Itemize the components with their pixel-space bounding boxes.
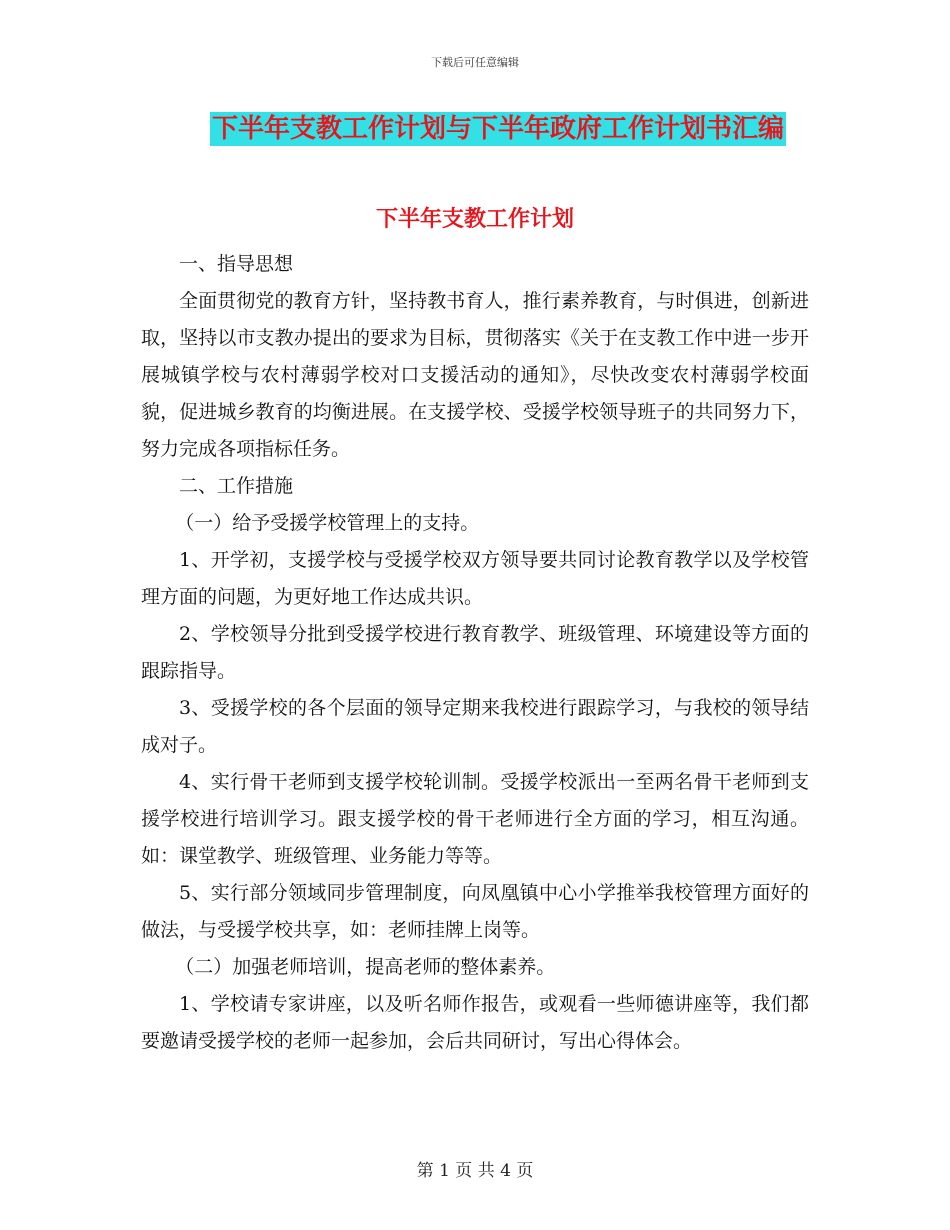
paragraph: 5、实行部分领域同步管理制度，向凤凰镇中心小学推举我校管理方面好的做法，与受援学校共享，如：老师挂牌上岗等。 — [141, 882, 809, 941]
section-title: 下半年支教工作计划 — [375, 207, 574, 232]
paragraph: 3、受援学校的各个层面的领导定期来我校进行跟踪学习，与我校的领导结成对子。 — [141, 697, 809, 756]
paragraph-subheading: （一）给予受援学校管理上的支持。 — [175, 512, 480, 534]
paragraph: 4、实行骨干老师到支援学校轮训制。受援学校派出一至两名骨干老师到支援学校进行培训学习。跟支援学校的骨干老师进行全方面的学习，相互沟通。如：课堂教学、班级管理、业务能力等等。 — [141, 771, 809, 867]
paragraph-heading-guiding-thought: 一、指导思想 — [179, 253, 294, 275]
document-title: 下半年支教工作计划与下半年政府工作计划书汇编 — [211, 114, 784, 144]
paragraph: 1、学校请专家讲座，以及听名师作报告，或观看一些师德讲座等，我们都要邀请受援学校的老师一起参加，会后共同研讨，写出心得体会。 — [141, 993, 809, 1052]
paragraph-subheading: （二）加强老师培训，提高老师的整体素养。 — [175, 956, 556, 978]
paragraph: 1、开学初，支援学校与受援学校双方领导要共同讨论教育教学以及学校管理方面的问题，为更好地工作达成共识。 — [141, 549, 809, 608]
document-body — [141, 246, 809, 1060]
page-header-note: 下载后可任意编辑 — [431, 56, 519, 69]
paragraph: 2、学校领导分批到受援学校进行教育教学、班级管理、环境建设等方面的跟踪指导。 — [141, 623, 809, 682]
page-number: 第 1 页 共 4 页 — [416, 1161, 534, 1181]
paragraph: 全面贯彻党的教育方针，坚持教书育人，推行素养教育，与时俱进，创新进取，坚持以市支教办提出的要求为目标，贯彻落实《关于在支教工作中进一步开展城镇学校与农村薄弱学校对口支援活动的通知》，尽快改变农村薄弱学校面貌，促进城乡教育的均衡进展。在支援学校、受援学校领导班子的共同努力下，努力完成各项指标任务。 — [141, 290, 809, 460]
document-title-container — [0, 112, 950, 146]
paragraph-heading-work-measures: 二、工作措施 — [179, 475, 294, 497]
